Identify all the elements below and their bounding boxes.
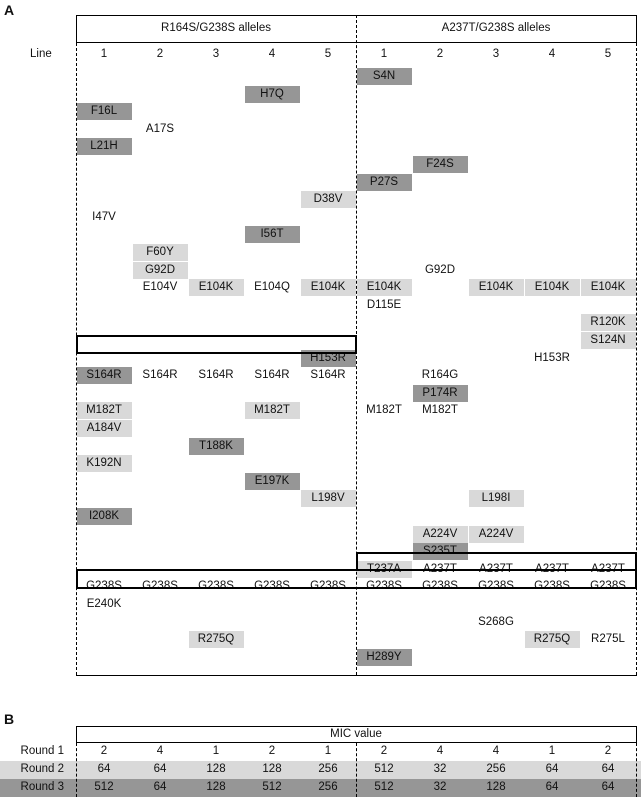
mutation-cell: G238S [534,580,570,593]
mutation-cell: R120K [581,314,636,331]
mutation-cell: P27S [357,174,412,191]
mutation-cell: E104K [525,279,580,296]
mutation-cell: A237T [591,562,625,575]
mic-value: 64 [97,763,111,775]
mic-value: 256 [318,781,338,793]
mutation-cell: G92D [133,262,188,279]
mic-value: 64 [153,781,167,793]
mutation-cell: S4N [357,68,412,85]
mutation-cell: G238S [478,580,514,593]
mic-value: 4 [156,745,164,757]
mutation-cell: A237T [535,562,569,575]
mutation-cell: S268G [478,615,514,628]
mutation-cell: E104K [301,279,356,296]
mic-value: 32 [433,781,447,793]
mutation-cell: A224V [469,526,524,543]
line-number: 3 [212,48,220,60]
mutation-cell: D38V [301,191,356,208]
mutation-cell: L198I [469,490,524,507]
mic-value: 64 [601,781,615,793]
mutation-cell: H7Q [245,86,300,103]
mutation-cell: I47V [92,210,116,223]
mutation-cell: M182T [77,402,132,419]
mutation-cell: M182T [366,404,402,417]
mutation-cell: F24S [413,156,468,173]
mutation-cell: A184V [77,420,132,437]
mic-value: 256 [486,763,506,775]
mutation-cell: F16L [77,103,132,120]
mic-value: 1 [324,745,332,757]
line-number: 2 [156,48,164,60]
mutation-cell: S164R [77,367,132,384]
line-number: 5 [604,48,612,60]
panel-a-right-border-top [636,15,637,43]
panel-a-bottom-border [76,675,637,676]
mutation-cell: E197K [245,473,300,490]
mutation-cell: G238S [422,580,458,593]
mic-value: 1 [212,745,220,757]
mutation-cell: T188K [189,438,244,455]
mutation-cell: R275Q [525,631,580,648]
mutation-cell: R275Q [189,631,244,648]
mutation-cell: R275L [591,633,625,646]
mic-value: 128 [486,781,506,793]
mic-value: 2 [380,745,388,757]
round-label: Round 1 [20,745,64,757]
group-header-r164s: R164S/G238S alleles [161,22,271,34]
mutation-cell: M182T [422,404,458,417]
mutation-cell: E104K [581,279,636,296]
line-number: 2 [436,48,444,60]
mic-value: 64 [545,763,559,775]
mutation-cell: E104K [357,279,412,296]
mutation-cell: G238S [310,580,346,593]
mic-value: 64 [601,763,615,775]
mutation-cell: S164R [198,369,234,382]
panel-b-label: B [4,711,15,727]
panel-b-top-border [76,726,637,727]
g238s-highlight-box [76,569,637,589]
mic-value: 64 [545,781,559,793]
panel-a-label: A [4,2,15,18]
group-header-a237t: A237T/G238S alleles [441,22,551,34]
mutation-cell: G238S [254,580,290,593]
line-number: 1 [100,48,108,60]
line-number: 1 [380,48,388,60]
mutation-cell: D115E [366,298,402,311]
mutation-cell: K192N [77,455,132,472]
mutation-cell: T237A [357,561,412,578]
mic-value: 1 [548,745,556,757]
mutation-cell: S124N [581,332,636,349]
line-number: 3 [492,48,500,60]
mutation-cell: S164R [254,369,290,382]
mutation-cell: I56T [245,226,300,243]
mic-value: 32 [433,763,447,775]
mutation-cell: G238S [142,580,178,593]
mic-value: 512 [374,763,394,775]
mutation-cell: E104K [469,279,524,296]
mic-value: 2 [604,745,612,757]
mic-value: 64 [153,763,167,775]
mic-value: 512 [374,781,394,793]
mic-value: 512 [94,781,114,793]
mic-value: 128 [206,763,226,775]
mutation-cell: L21H [77,138,132,155]
mutation-cell: H153R [301,350,356,367]
mic-value: 2 [100,745,108,757]
line-number: 4 [548,48,556,60]
mutation-cell: L198V [301,490,356,507]
line-label: Line [30,48,52,60]
mutation-cell: A237T [423,562,457,575]
mutation-cell: M182T [245,402,300,419]
mutation-cell: P174R [413,385,468,402]
round-label: Round 2 [20,763,64,775]
mutation-cell: G238S [366,580,402,593]
mutation-cell: G92D [424,263,456,276]
mutation-cell: I208K [77,508,132,525]
mutation-cell: S235T [413,543,468,560]
s164r-highlight-box [76,335,357,354]
mic-value: 4 [492,745,500,757]
mutation-cell: G238S [590,580,626,593]
mic-value: 512 [262,781,282,793]
mutation-cell: A17S [145,122,175,135]
mutation-cell: S164R [142,369,178,382]
round-label: Round 3 [20,781,64,793]
mic-value: 128 [262,763,282,775]
mutation-cell: G238S [86,580,122,593]
mutation-cell: A224V [413,526,468,543]
mutation-cell: G238S [198,580,234,593]
mutation-cell: H289Y [357,649,412,666]
mutation-cell: F60Y [133,244,188,261]
mutation-cell: R164G [421,369,459,382]
mutation-cell: E104K [189,279,244,296]
line-number: 5 [324,48,332,60]
mic-value: 128 [206,781,226,793]
mic-header: MIC value [330,728,382,740]
mutation-cell: A237T [479,562,513,575]
line-number: 4 [268,48,276,60]
mic-value: 4 [436,745,444,757]
mutation-cell: E104V [142,281,178,294]
mutation-cell: E104Q [254,281,290,294]
panel-b-right-dashed [636,743,637,797]
mic-value: 256 [318,763,338,775]
panel-b-right-border [636,726,637,743]
mutation-cell: H153R [534,351,570,364]
mutation-cell: E240K [86,598,122,610]
mic-value: 2 [268,745,276,757]
mutation-cell: S164R [310,369,346,382]
